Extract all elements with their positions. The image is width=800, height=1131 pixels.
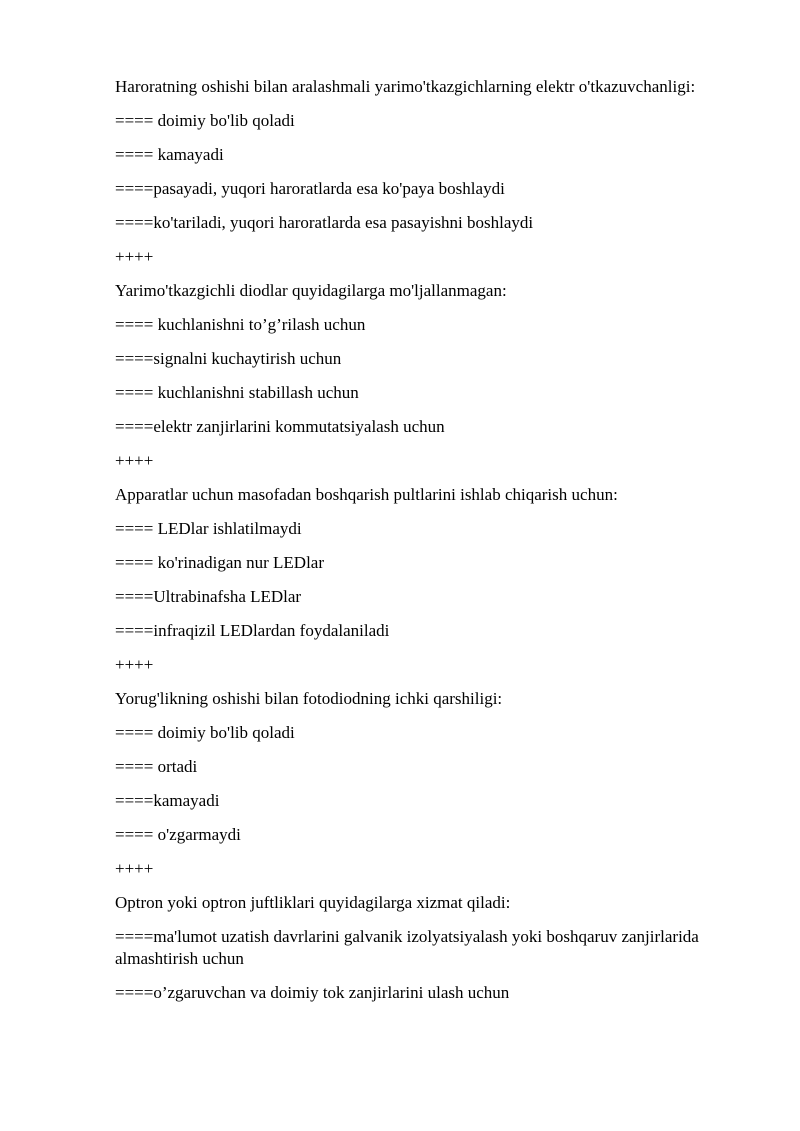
question-text: Yorug'likning oshishi bilan fotodiodning ichki qarshiligi: bbox=[115, 689, 503, 708]
answer-option: ====ko'tariladi, yuqori haroratlarda esa pasayishni boshlaydi bbox=[115, 213, 534, 232]
answer-option: ==== o'zgarmaydi bbox=[115, 825, 241, 844]
question-separator: ++++ bbox=[115, 247, 154, 266]
answer-option: ====Ultrabinafsha LEDlar bbox=[115, 587, 302, 606]
question-separator: ++++ bbox=[115, 451, 154, 470]
question-separator: ++++ bbox=[115, 655, 154, 674]
answer-option: ==== ortadi bbox=[115, 757, 198, 776]
answer-option: ====ma'lumot uzatish davrlarini galvanik izolyatsiyalash yoki boshqaruv zanjirlarida almashtirish uchun bbox=[115, 927, 699, 968]
answer-option: ==== doimiy bo'lib qoladi bbox=[115, 723, 295, 742]
question-block bbox=[115, 484, 715, 676]
question-separator: ++++ bbox=[115, 859, 154, 878]
answer-option: ==== doimiy bo'lib qoladi bbox=[115, 111, 295, 130]
question-text: Optron yoki optron juftliklari quyidagilarga xizmat qiladi: bbox=[115, 893, 511, 912]
answer-option: ====elektr zanjirlarini kommutatsiyalash uchun bbox=[115, 417, 445, 436]
question-block bbox=[115, 76, 715, 268]
answer-option: ==== kuchlanishni to’g’rilash uchun bbox=[115, 315, 366, 334]
answer-option: ====infraqizil LEDlardan foydalaniladi bbox=[115, 621, 390, 640]
answer-option: ==== ko'rinadigan nur LEDlar bbox=[115, 553, 324, 572]
question-block bbox=[115, 892, 715, 1004]
answer-option: ==== kamayadi bbox=[115, 145, 224, 164]
answer-option: ==== kuchlanishni stabillash uchun bbox=[115, 383, 359, 402]
question-block bbox=[115, 688, 715, 880]
answer-option: ====signalni kuchaytirish uchun bbox=[115, 349, 342, 368]
question-text: Haroratning oshishi bilan aralashmali yarimo'tkazgichlarning elektr o'tkazuvchanligi: bbox=[115, 77, 696, 96]
answer-option: ==== LEDlar ishlatilmaydi bbox=[115, 519, 302, 538]
question-block bbox=[115, 280, 715, 472]
question-text: Yarimo'tkazgichli diodlar quyidagilarga mo'ljallanmagan: bbox=[115, 281, 507, 300]
document-page bbox=[115, 76, 715, 1016]
answer-option: ====o’zgaruvchan va doimiy tok zanjirlarini ulash uchun bbox=[115, 983, 510, 1002]
answer-option: ====pasayadi, yuqori haroratlarda esa ko'paya boshlaydi bbox=[115, 179, 505, 198]
question-text: Apparatlar uchun masofadan boshqarish pultlarini ishlab chiqarish uchun: bbox=[115, 485, 618, 504]
answer-option: ====kamayadi bbox=[115, 791, 220, 810]
